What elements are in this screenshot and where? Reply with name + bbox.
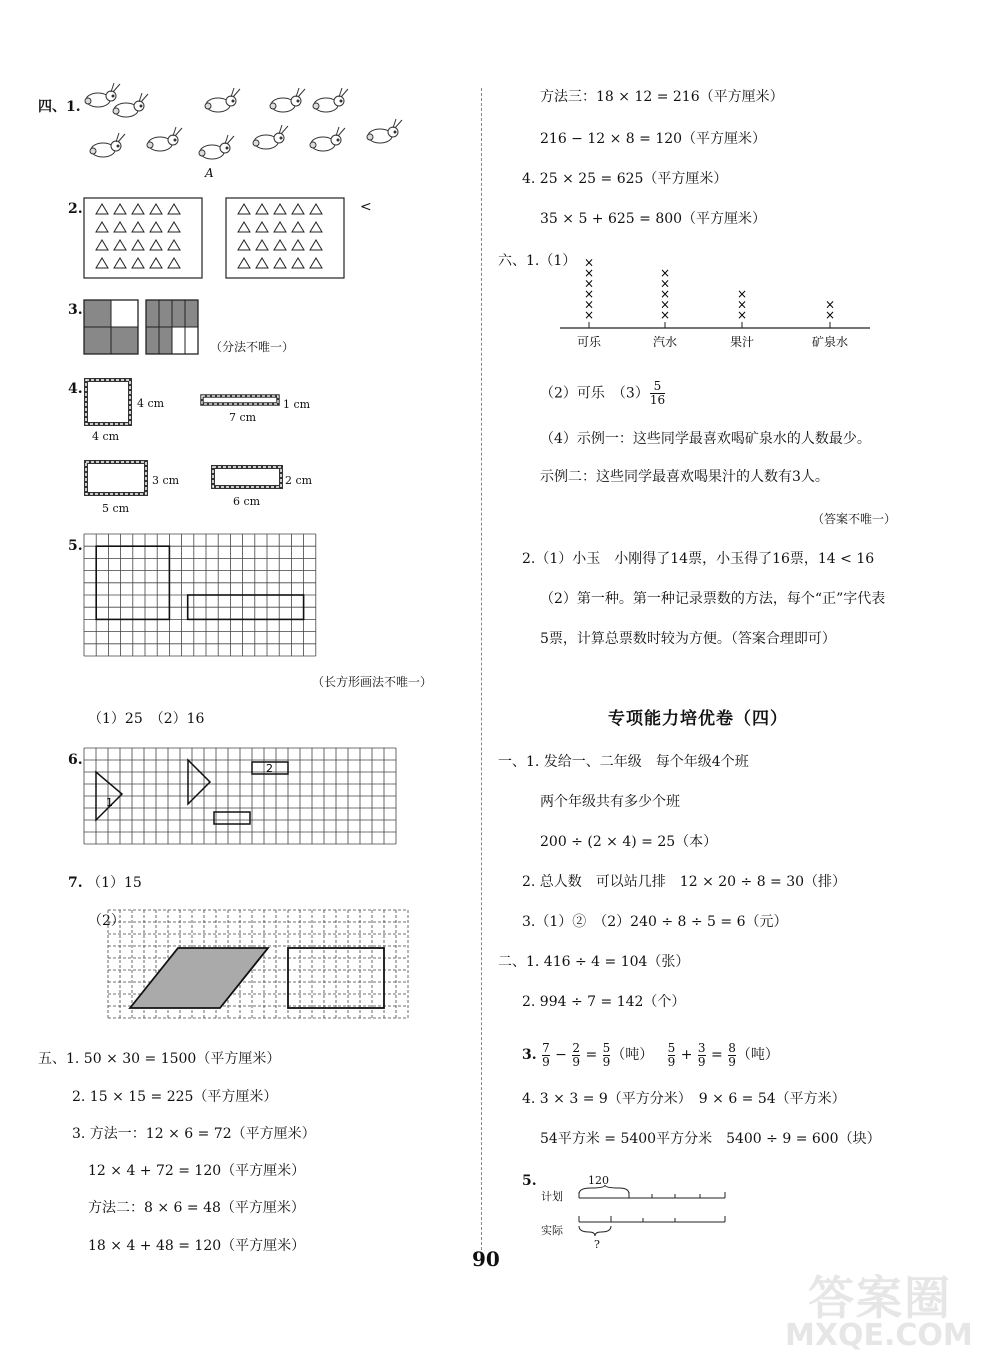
dim-3cm: 3 cm	[152, 474, 180, 487]
tally-mark: ×	[824, 297, 836, 312]
tally-mark: ×	[659, 297, 671, 312]
e11-value: 120	[588, 1174, 609, 1187]
tally-mark: ×	[583, 266, 595, 280]
small-rect-3	[214, 812, 250, 824]
label-a: A	[205, 166, 214, 180]
q4-example1: （4）示例一：这些同学最喜欢喝矿泉水的人数最少。	[540, 431, 871, 447]
dim-5cm: 5 cm	[102, 502, 130, 515]
p2-line1: 2.（1）小玉 小刚得了14票，小玉得了16票，14 < 16	[522, 551, 875, 567]
parallelogram	[130, 948, 268, 1008]
dim-4cm-right: 4 cm	[137, 397, 165, 410]
tally-mark: ×	[824, 308, 836, 322]
fraction-squares	[84, 300, 204, 356]
e-line10: 54平方米 = 5400平方分米 5400 ÷ 9 = 600（块）	[540, 1131, 881, 1147]
r-line3: 4. 25 × 25 = 625（平方厘米）	[522, 171, 728, 187]
e11-num: 5.	[522, 1173, 537, 1189]
q4-example2: 示例二：这些同学最喜欢喝果汁的人数有3人。	[540, 469, 829, 485]
s5-line6: 18 × 4 + 48 = 120（平方厘米）	[88, 1238, 306, 1254]
dim-2cm: 2 cm	[285, 474, 313, 487]
e-line1: 一、1. 发给一、二年级 每个年级4个班	[498, 754, 749, 770]
tally-mark: ×	[583, 255, 595, 270]
s5-line5: 方法二：8 × 6 = 48（平方厘米）	[88, 1200, 305, 1216]
q7-2: （2）	[88, 913, 125, 929]
grid-q5	[84, 534, 324, 656]
e11-actual: 实际	[541, 1224, 563, 1237]
dim-6cm: 6 cm	[233, 495, 261, 508]
e-line7: 2. 994 ÷ 7 = 142（个）	[522, 994, 686, 1010]
rabbits-illustration	[80, 88, 410, 168]
q3-num: 3.	[68, 302, 83, 318]
e-line6: 二、1. 416 ÷ 4 = 104（张）	[498, 954, 690, 970]
column-divider	[481, 88, 482, 1250]
tally-mark: ×	[736, 297, 748, 312]
grid-q7	[108, 910, 408, 1026]
mark-2: 2	[266, 762, 273, 775]
page-number: 90	[472, 1247, 500, 1271]
p2-line2: （2）第一种。第一种记录票数的方法，每个“正”字代表	[540, 591, 886, 607]
rect-6x2	[211, 465, 283, 489]
tally-mark: ×	[659, 276, 671, 291]
q5-answers: （1）25 （2）16	[88, 711, 205, 727]
mark-1: 1	[106, 796, 113, 809]
q4-num: 4.	[68, 381, 83, 397]
category-label: 汽水	[652, 335, 678, 349]
category-label: 可乐	[576, 335, 602, 349]
q2-compare: <	[360, 199, 372, 215]
q2-q3-text: （2）可乐 （3）	[540, 385, 649, 402]
tally-mark: ×	[583, 297, 595, 312]
watermark-bottom: MXQE.COM	[785, 1318, 973, 1353]
e11-plan: 计划	[541, 1190, 563, 1203]
tally-mark: ×	[583, 308, 595, 322]
s5-line1: 五、1. 50 × 30 = 1500（平方厘米）	[38, 1051, 281, 1067]
e11-question: ?	[594, 1238, 600, 1251]
q7-1: （1）15	[87, 875, 142, 891]
e-line4: 2. 总人数 可以站几排 12 × 20 ÷ 8 = 30（排）	[522, 874, 847, 890]
tally-mark: ×	[659, 308, 671, 322]
section-title: 专项能力培优卷（四）	[608, 709, 788, 729]
category-label: 果汁	[729, 335, 755, 349]
category-label: 矿泉水	[811, 335, 849, 349]
r-line4: 35 × 5 + 625 = 800（平方厘米）	[540, 211, 767, 227]
q5-note: （长方形画法不唯一）	[312, 675, 433, 689]
s5-line4: 12 × 4 + 72 = 120（平方厘米）	[88, 1163, 306, 1179]
grid-q6	[84, 748, 404, 848]
tally-mark: ×	[736, 308, 748, 322]
section-4-label: 四、1.	[38, 99, 81, 115]
q5-num: 5.	[68, 538, 83, 554]
q7-num: 7.	[68, 875, 83, 891]
e-line8: 3. $\frac{7}{9}$ − $\frac{2}{9}$ = $\frac{5}{9}$ （吨） $\frac{5}{9}$ + $\frac{3}{9}$ = $\frac{8}{9}$ （吨）	[522, 1040, 779, 1069]
r-line2: 216 − 12 × 8 = 120（平方厘米）	[540, 131, 767, 147]
tally-mark: ×	[583, 276, 595, 291]
rect-4x4	[84, 378, 134, 428]
e-line3: 200 ÷ (2 × 4) = 25（本）	[540, 834, 718, 850]
tally-chart	[560, 248, 880, 352]
watermark-top: 答案圈	[808, 1271, 952, 1325]
dim-1cm: 1 cm	[283, 398, 311, 411]
tally-mark: ×	[736, 287, 748, 301]
triangles-boxes	[84, 198, 364, 280]
q2-num: 2.	[68, 201, 83, 217]
e-line2: 两个年级共有多少个班	[540, 794, 680, 810]
dim-7cm: 7 cm	[229, 411, 257, 424]
triangle-2	[188, 760, 210, 804]
r-line1: 方法三：18 × 12 = 216（平方厘米）	[540, 89, 784, 105]
e-line9: 4. 3 × 3 = 9（平方分米） 9 × 6 = 54（平方米）	[522, 1091, 846, 1107]
fraction-5-16: $\frac{5}{16}$	[649, 379, 666, 407]
s5-line2: 2. 15 × 15 = 225（平方厘米）	[72, 1089, 278, 1105]
e-line5: 3.（1）② （2）240 ÷ 8 ÷ 5 = 6（元）	[522, 914, 788, 930]
rect-5x3	[84, 460, 150, 496]
dim-4cm-bottom: 4 cm	[92, 430, 120, 443]
tally-mark: ×	[659, 287, 671, 301]
p2-line3: 5票，计算总票数时较为方便。（答案合理即可）	[540, 631, 836, 647]
tally-mark: ×	[583, 287, 595, 301]
q3-note: （分法不唯一）	[210, 340, 295, 354]
q4-note: （答案不唯一）	[812, 512, 897, 526]
s6-label: 六、1.（1）	[498, 253, 577, 269]
rect-7x1	[200, 394, 282, 408]
tally-mark: ×	[659, 266, 671, 280]
q6-num: 6.	[68, 752, 83, 768]
line-segment-diagram	[575, 1184, 735, 1244]
s5-line3: 3. 方法一：12 × 6 = 72（平方厘米）	[72, 1126, 316, 1142]
